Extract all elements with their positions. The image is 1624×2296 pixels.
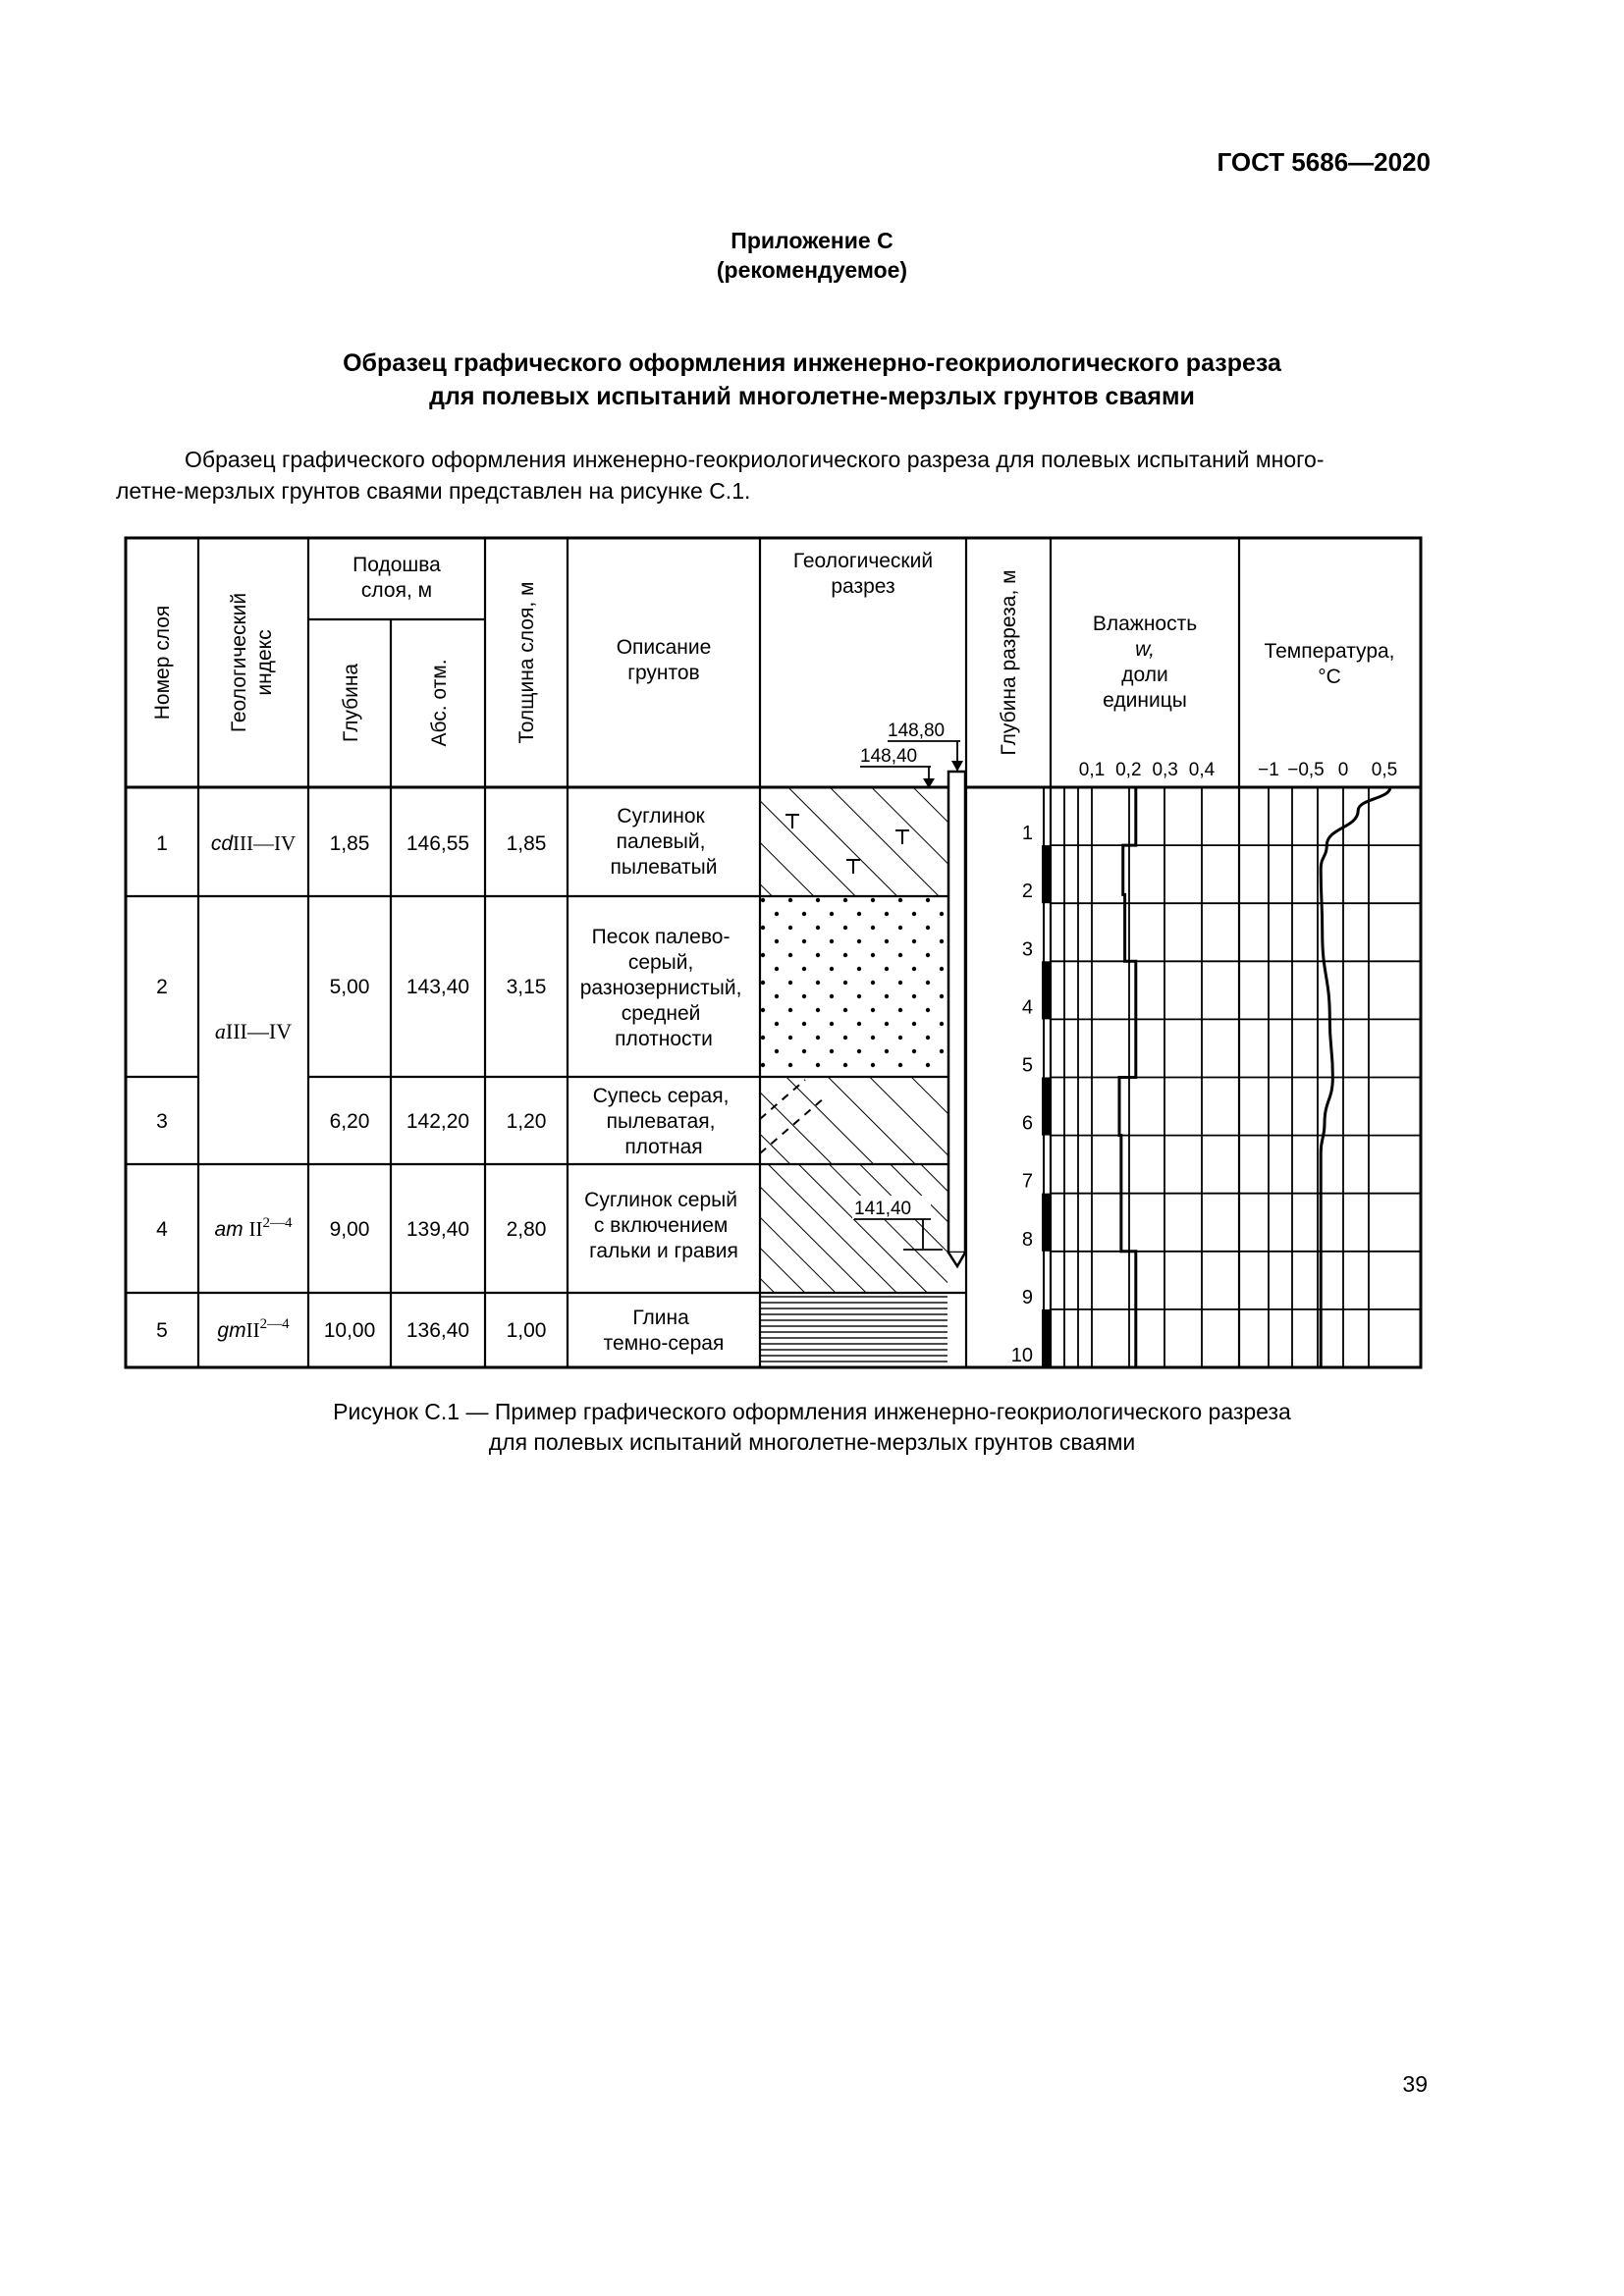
svg-text:148,80: 148,80 xyxy=(888,721,946,741)
header-description-line1: Описание xyxy=(616,636,712,659)
depth-tick-label: 8 xyxy=(1021,1228,1033,1251)
header-abs-mark: Абс. отм. xyxy=(428,659,451,747)
depth-bar-segment xyxy=(1042,845,1052,903)
chart-grid xyxy=(1051,787,1421,1367)
cell-depth: 1,85 xyxy=(329,832,370,855)
cell-abs: 143,40 xyxy=(406,976,470,998)
cell-index: am $II^{2—4}$ xyxy=(214,1215,293,1241)
cell-desc: Песок палево- серый, разнозернистый, средней плотности xyxy=(579,926,742,1050)
cell-abs: 142,20 xyxy=(406,1110,470,1133)
svg-text:141,40: 141,40 xyxy=(854,1199,912,1219)
header-section-line2: разрез xyxy=(831,575,895,598)
header-layer-number: Номер слоя xyxy=(151,605,174,721)
cell-thickness: 1,85 xyxy=(506,832,547,855)
cell-depth: 5,00 xyxy=(329,976,370,998)
section-heading-line2: для полевых испытаний многолетне-мерзлых грунтов сваями xyxy=(429,383,1195,410)
document-number: ГОСТ 5686—2020 xyxy=(1217,147,1431,177)
cell-thickness: 1,00 xyxy=(506,1319,547,1342)
cell-num: 2 xyxy=(156,976,168,998)
cell-index: aIII—IV xyxy=(214,1019,293,1043)
cell-thickness: 1,20 xyxy=(506,1110,547,1133)
cell-thickness: 2,80 xyxy=(506,1218,547,1241)
section-fill-layer-4 xyxy=(760,1164,947,1293)
section-fill-layer-1 xyxy=(760,787,947,896)
header-section-line1: Геологический xyxy=(792,550,934,572)
header-moisture-line4: единицы xyxy=(1103,689,1187,712)
figure-caption-line1: Рисунок С.1 — Пример графического оформления инженерно-геокриологического разреза xyxy=(333,1399,1291,1424)
cell-abs: 136,40 xyxy=(406,1319,470,1342)
cell-abs: 146,55 xyxy=(406,832,470,855)
cell-index: gmII$^{2—4}$ xyxy=(217,1316,290,1342)
pile xyxy=(948,772,965,1266)
section-heading-line1: Образец графического оформления инженерно-геокриологического разреза xyxy=(343,349,1281,377)
moisture-scale xyxy=(1079,760,1216,780)
depth-tick-label: 1 xyxy=(1021,823,1033,845)
cell-thickness: 3,15 xyxy=(506,976,547,998)
table-row-4 xyxy=(156,1189,743,1262)
temperature-scale xyxy=(1258,760,1397,780)
header-geo-index-line1: Геологический xyxy=(228,592,250,733)
header-base-line1: Подошва xyxy=(352,554,441,576)
cell-desc: Супесь серая, пылеватая, плотная xyxy=(592,1085,730,1158)
page-number: 39 xyxy=(1402,2071,1428,2097)
cell-desc: Суглинок палевый, пылеватый xyxy=(610,805,718,879)
cell-num: 1 xyxy=(156,832,168,855)
table-row-3 xyxy=(156,1085,734,1158)
section-fill-layer-5 xyxy=(760,1293,947,1367)
cell-num: 3 xyxy=(156,1110,168,1133)
temperature-scale-label: −0,5 xyxy=(1287,760,1325,780)
header-section-depth: Глубина разреза, м xyxy=(998,569,1020,756)
table-row-1 xyxy=(156,805,717,879)
header-moisture-line1: Влажность xyxy=(1092,613,1198,635)
depth-bar-segment xyxy=(1042,961,1052,1019)
cell-abs: 139,40 xyxy=(406,1218,470,1241)
depth-bar-segment xyxy=(1042,1078,1052,1136)
depth-tick-label: 6 xyxy=(1021,1112,1033,1135)
cell-depth: 6,20 xyxy=(329,1110,370,1133)
table-row-2 xyxy=(156,926,747,1050)
appendix-status: (рекомендуемое) xyxy=(716,257,908,283)
header-base-line2: слоя, м xyxy=(360,579,433,602)
depth-bar-segment xyxy=(1042,1309,1052,1367)
moisture-scale-label: 0,4 xyxy=(1188,760,1216,780)
intro-paragraph-line2: летне-мерзлых грунтов сваями представлен на рисунке С.1. xyxy=(116,478,751,504)
cell-depth: 10,00 xyxy=(323,1319,376,1342)
depth-tick-label: 10 xyxy=(1010,1345,1033,1366)
section-fill-layer-2 xyxy=(760,896,947,1077)
moisture-scale-label: 0,1 xyxy=(1078,760,1106,780)
cell-index: cdIII—IV xyxy=(210,831,297,855)
header-moisture-line2: w, xyxy=(1135,638,1155,661)
temperature-scale-label: −1 xyxy=(1258,760,1279,780)
temperature-scale-label: 0 xyxy=(1337,760,1349,780)
depth-tick-labels xyxy=(1011,823,1033,1366)
depth-tick-label: 4 xyxy=(1021,996,1033,1019)
header-temperature-line2: °С xyxy=(1318,666,1341,688)
appendix-title: Приложение С xyxy=(731,228,893,253)
svg-text:148,40: 148,40 xyxy=(860,746,918,767)
cell-desc: Глина темно-серая xyxy=(603,1307,725,1355)
depth-tick-label: 2 xyxy=(1021,881,1033,903)
cell-desc: Суглинок серый с включением гальки и гравия xyxy=(584,1189,738,1262)
header-description-line2: грунтов xyxy=(627,662,700,684)
intro-paragraph-line1: Образец графического оформления инженерно-геокриологического разреза для полевых испытаний много- xyxy=(185,447,1325,472)
temperature-scale-label: 0,5 xyxy=(1371,760,1398,780)
header-moisture-line3: доли xyxy=(1121,664,1168,686)
depth-tick-label: 3 xyxy=(1021,938,1033,961)
table-row-5 xyxy=(156,1307,724,1355)
moisture-profile-line xyxy=(1119,787,1136,1367)
cell-num: 5 xyxy=(156,1319,168,1342)
depth-tick-label: 9 xyxy=(1021,1286,1033,1308)
moisture-scale-label: 0,2 xyxy=(1115,760,1142,780)
depth-tick-label: 7 xyxy=(1021,1170,1033,1193)
header-temperature-line1: Температура, xyxy=(1264,640,1395,663)
depth-tick-label: 5 xyxy=(1021,1054,1033,1077)
pile-mark-ground xyxy=(860,746,935,788)
header-depth: Глубина xyxy=(340,663,362,743)
moisture-step-line xyxy=(1119,787,1136,1367)
cell-depth: 9,00 xyxy=(329,1218,370,1241)
header-geo-index-line2: индекс xyxy=(253,629,276,696)
header-thickness: Толщина слоя, м xyxy=(515,581,538,744)
figure-caption-line2: для полевых испытаний многолетне-мерзлых грунтов сваями xyxy=(488,1429,1136,1455)
section-fill-layer-3 xyxy=(760,1077,947,1164)
moisture-scale-label: 0,3 xyxy=(1152,760,1178,780)
depth-bar-segment xyxy=(1042,1194,1052,1252)
cell-num: 4 xyxy=(156,1218,168,1241)
